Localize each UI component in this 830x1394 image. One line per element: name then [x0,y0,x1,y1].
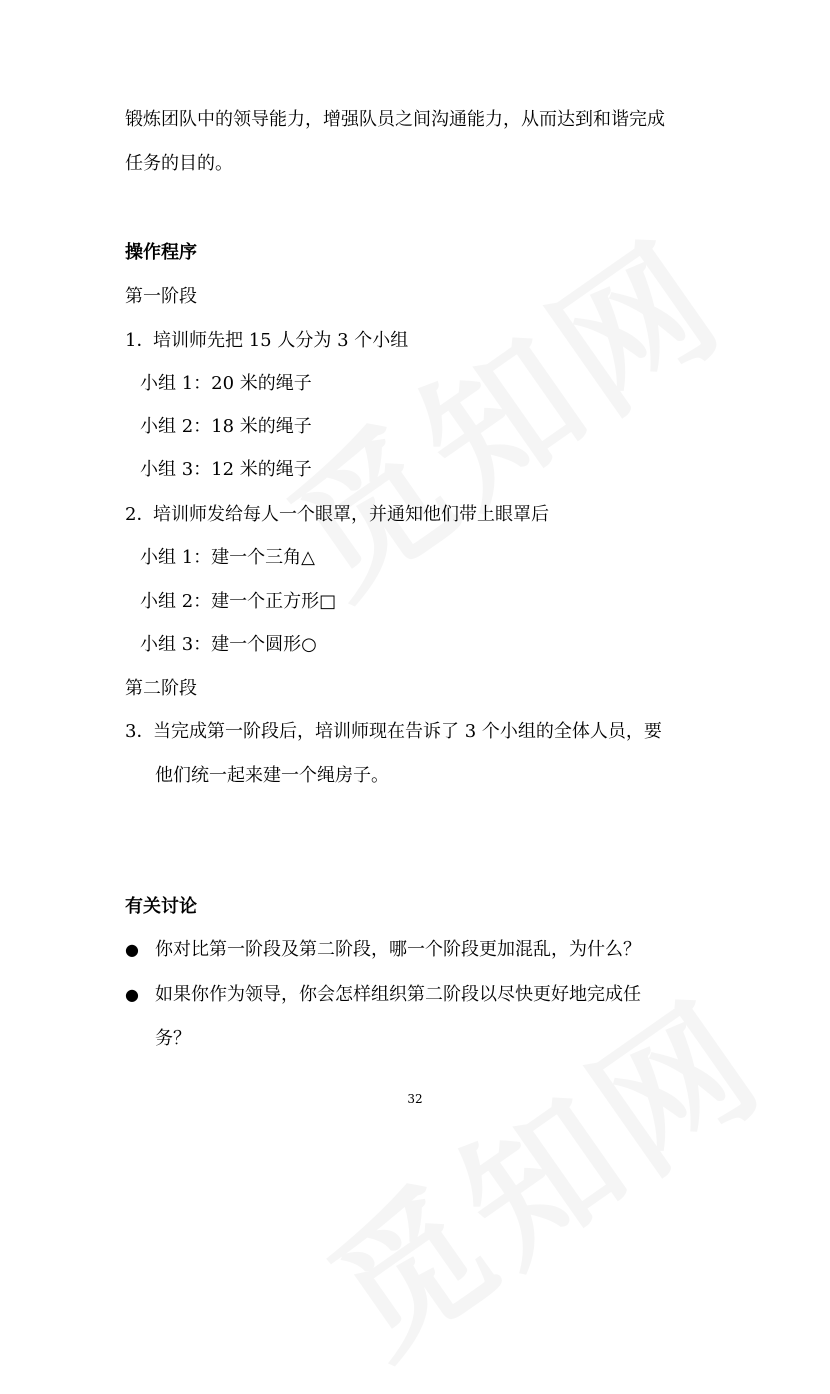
question-2-line-2: 务？ [155,1028,191,1049]
procedure-heading: 操作程序 [125,242,197,263]
step2-text: 培训师发给每人一个眼罩，并通知他们带上眼罩后 [153,504,549,525]
step2-group-2: 小组 2：建一个正方形□ [140,591,337,612]
step1-group-3: 小组 3：12 米的绳子 [140,459,312,480]
intro-line-1: 锻炼团队中的领导能力，增强队员之间沟通能力，从而达到和谐完成 [125,109,665,130]
step2-group-3: 小组 3：建一个圆形○ [140,634,317,655]
discussion-question-2 [125,983,641,1007]
question-1-text: 你对比第一阶段及第二阶段，哪一个阶段更加混乱，为什么？ [155,939,641,960]
step2 [125,503,549,527]
step3 [125,720,662,744]
step3-line-2: 他们统一起来建一个绳房子。 [155,765,389,786]
stage1-title: 第一阶段 [125,286,197,307]
stage2-title: 第二阶段 [125,678,197,699]
page-number: 32 [407,1092,423,1106]
step1 [125,329,408,353]
watermark [281,942,798,1394]
step1-text: 培训师先把 15 人分为 3 个小组 [153,330,409,351]
step2-group-1: 小组 1：建一个三角△ [140,547,316,568]
intro-line-2: 任务的目的。 [125,153,233,174]
step1-number: 1． [125,330,155,351]
discussion-heading: 有关讨论 [125,896,197,917]
watermark [241,182,758,634]
step2-number: 2． [125,504,155,525]
bullet-icon: ● [125,940,139,959]
step1-group-1: 小组 1：20 米的绳子 [140,373,312,394]
step3-number: 3． [125,721,155,742]
step1-group-2: 小组 2：18 米的绳子 [140,416,312,437]
bullet-icon: ● [125,985,139,1004]
question-2-line-1: 如果你作为领导，你会怎样组织第二阶段以尽快更好地完成任 [155,984,641,1005]
step3-line-1: 当完成第一阶段后，培训师现在告诉了 3 个小组的全体人员，要 [153,721,662,742]
discussion-question-1 [125,938,641,962]
